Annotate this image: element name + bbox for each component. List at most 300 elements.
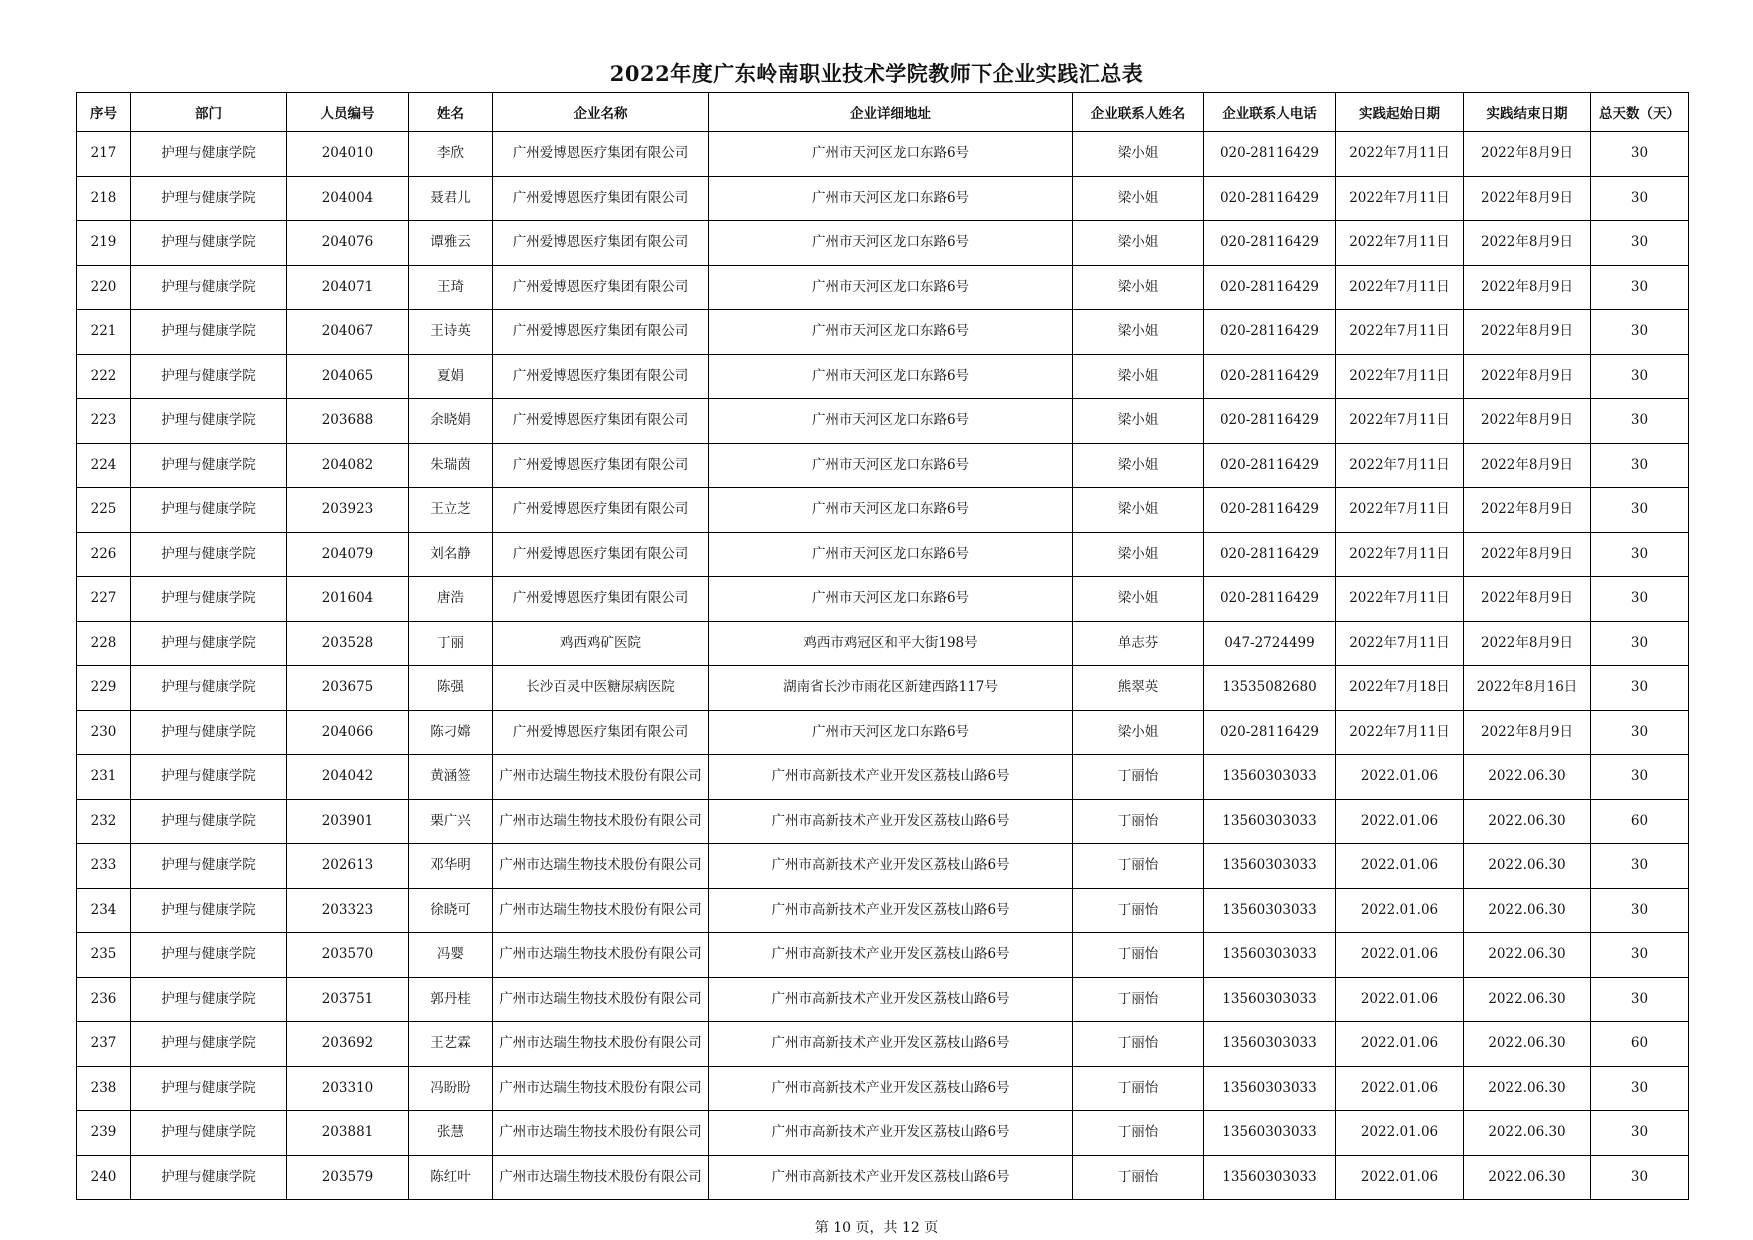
cell-company-name: 广州市达瑞生物技术股份有限公司 xyxy=(493,1155,709,1200)
table-row xyxy=(77,933,1689,978)
cell-start-date: 2022.01.06 xyxy=(1336,888,1464,933)
cell-start-date: 2022年7月18日 xyxy=(1336,666,1464,711)
column-header-contact-phone: 企业联系人电话 xyxy=(1204,93,1336,132)
cell-name: 丁丽 xyxy=(409,621,493,666)
cell-company-name: 广州爱博恩医疗集团有限公司 xyxy=(493,265,709,310)
cell-seq: 219 xyxy=(77,221,131,266)
cell-company-address: 广州市高新技术产业开发区荔枝山路6号 xyxy=(709,1155,1073,1200)
cell-start-date: 2022年7月11日 xyxy=(1336,443,1464,488)
cell-seq: 230 xyxy=(77,710,131,755)
cell-total-days: 30 xyxy=(1591,710,1689,755)
cell-department: 护理与健康学院 xyxy=(131,577,287,622)
cell-start-date: 2022年7月11日 xyxy=(1336,577,1464,622)
cell-seq: 223 xyxy=(77,399,131,444)
cell-company-name: 广州爱博恩医疗集团有限公司 xyxy=(493,310,709,355)
cell-start-date: 2022.01.06 xyxy=(1336,1111,1464,1156)
cell-company-name: 广州市达瑞生物技术股份有限公司 xyxy=(493,844,709,889)
cell-company-name: 广州爱博恩医疗集团有限公司 xyxy=(493,577,709,622)
cell-company-name: 广州爱博恩医疗集团有限公司 xyxy=(493,354,709,399)
cell-company-name: 广州市达瑞生物技术股份有限公司 xyxy=(493,1022,709,1067)
table-row xyxy=(77,221,1689,266)
cell-contact-phone: 020-28116429 xyxy=(1204,221,1336,266)
cell-total-days: 30 xyxy=(1591,176,1689,221)
cell-name: 刘名静 xyxy=(409,532,493,577)
cell-company-name: 鸡西鸡矿医院 xyxy=(493,621,709,666)
cell-company-name: 广州爱博恩医疗集团有限公司 xyxy=(493,710,709,755)
cell-contact-phone: 020-28116429 xyxy=(1204,399,1336,444)
cell-seq: 225 xyxy=(77,488,131,533)
cell-staff-id: 204010 xyxy=(287,132,409,177)
cell-total-days: 30 xyxy=(1591,844,1689,889)
cell-seq: 221 xyxy=(77,310,131,355)
cell-total-days: 60 xyxy=(1591,1022,1689,1067)
cell-department: 护理与健康学院 xyxy=(131,621,287,666)
cell-start-date: 2022年7月11日 xyxy=(1336,399,1464,444)
cell-staff-id: 203570 xyxy=(287,933,409,978)
cell-seq: 226 xyxy=(77,532,131,577)
cell-name: 冯婴 xyxy=(409,933,493,978)
cell-company-name: 广州爱博恩医疗集团有限公司 xyxy=(493,132,709,177)
cell-company-address: 广州市天河区龙口东路6号 xyxy=(709,221,1073,266)
cell-seq: 239 xyxy=(77,1111,131,1156)
column-header-seq: 序号 xyxy=(77,93,131,132)
table-row xyxy=(77,710,1689,755)
table-row xyxy=(77,755,1689,800)
cell-contact-phone: 13560303033 xyxy=(1204,799,1336,844)
cell-company-address: 广州市天河区龙口东路6号 xyxy=(709,132,1073,177)
page-footer: 第 10 页，共 12 页 xyxy=(814,1220,939,1236)
cell-end-date: 2022.06.30 xyxy=(1464,844,1591,889)
cell-company-address: 广州市高新技术产业开发区荔枝山路6号 xyxy=(709,977,1073,1022)
cell-staff-id: 204079 xyxy=(287,532,409,577)
cell-staff-id: 204065 xyxy=(287,354,409,399)
column-header-name: 姓名 xyxy=(409,93,493,132)
cell-name: 聂君儿 xyxy=(409,176,493,221)
table-row xyxy=(77,354,1689,399)
cell-seq: 236 xyxy=(77,977,131,1022)
cell-company-address: 广州市天河区龙口东路6号 xyxy=(709,176,1073,221)
cell-total-days: 30 xyxy=(1591,577,1689,622)
cell-staff-id: 203901 xyxy=(287,799,409,844)
cell-end-date: 2022年8月9日 xyxy=(1464,132,1591,177)
cell-contact-name: 单志芬 xyxy=(1073,621,1204,666)
cell-start-date: 2022.01.06 xyxy=(1336,844,1464,889)
cell-name: 陈强 xyxy=(409,666,493,711)
cell-company-name: 长沙百灵中医糖尿病医院 xyxy=(493,666,709,711)
cell-company-address: 广州市高新技术产业开发区荔枝山路6号 xyxy=(709,799,1073,844)
column-header-company-address: 企业详细地址 xyxy=(709,93,1073,132)
cell-company-address: 广州市高新技术产业开发区荔枝山路6号 xyxy=(709,1066,1073,1111)
cell-company-name: 广州市达瑞生物技术股份有限公司 xyxy=(493,799,709,844)
cell-department: 护理与健康学院 xyxy=(131,176,287,221)
cell-seq: 232 xyxy=(77,799,131,844)
cell-company-name: 广州爱博恩医疗集团有限公司 xyxy=(493,488,709,533)
cell-start-date: 2022.01.06 xyxy=(1336,977,1464,1022)
cell-contact-name: 熊翠英 xyxy=(1073,666,1204,711)
cell-contact-name: 梁小姐 xyxy=(1073,399,1204,444)
cell-contact-phone: 13560303033 xyxy=(1204,755,1336,800)
cell-staff-id: 203579 xyxy=(287,1155,409,1200)
cell-staff-id: 203692 xyxy=(287,1022,409,1067)
cell-seq: 229 xyxy=(77,666,131,711)
cell-department: 护理与健康学院 xyxy=(131,1022,287,1067)
cell-total-days: 30 xyxy=(1591,666,1689,711)
cell-contact-phone: 020-28116429 xyxy=(1204,176,1336,221)
cell-department: 护理与健康学院 xyxy=(131,132,287,177)
cell-company-name: 广州市达瑞生物技术股份有限公司 xyxy=(493,755,709,800)
cell-department: 护理与健康学院 xyxy=(131,265,287,310)
cell-contact-phone: 020-28116429 xyxy=(1204,710,1336,755)
cell-total-days: 30 xyxy=(1591,488,1689,533)
cell-company-name: 广州爱博恩医疗集团有限公司 xyxy=(493,532,709,577)
column-header-contact-name: 企业联系人姓名 xyxy=(1073,93,1204,132)
cell-contact-name: 丁丽怡 xyxy=(1073,844,1204,889)
cell-start-date: 2022年7月11日 xyxy=(1336,621,1464,666)
cell-company-address: 广州市高新技术产业开发区荔枝山路6号 xyxy=(709,755,1073,800)
cell-total-days: 60 xyxy=(1591,799,1689,844)
cell-name: 陈红叶 xyxy=(409,1155,493,1200)
cell-start-date: 2022年7月11日 xyxy=(1336,310,1464,355)
cell-seq: 233 xyxy=(77,844,131,889)
cell-company-address: 广州市高新技术产业开发区荔枝山路6号 xyxy=(709,933,1073,978)
cell-department: 护理与健康学院 xyxy=(131,221,287,266)
cell-start-date: 2022年7月11日 xyxy=(1336,354,1464,399)
cell-end-date: 2022.06.30 xyxy=(1464,1066,1591,1111)
cell-name: 陈刁嫦 xyxy=(409,710,493,755)
table-row xyxy=(77,977,1689,1022)
cell-contact-name: 梁小姐 xyxy=(1073,132,1204,177)
table-row xyxy=(77,443,1689,488)
cell-department: 护理与健康学院 xyxy=(131,443,287,488)
cell-end-date: 2022年8月16日 xyxy=(1464,666,1591,711)
table-row xyxy=(77,176,1689,221)
cell-company-name: 广州爱博恩医疗集团有限公司 xyxy=(493,443,709,488)
cell-total-days: 30 xyxy=(1591,221,1689,266)
cell-name: 王诗英 xyxy=(409,310,493,355)
table-body xyxy=(77,132,1689,1200)
cell-contact-name: 梁小姐 xyxy=(1073,354,1204,399)
page-title: 2022年度广东岭南职业技术学院教师下企业实践汇总表 xyxy=(609,61,1144,86)
cell-end-date: 2022年8月9日 xyxy=(1464,310,1591,355)
cell-total-days: 30 xyxy=(1591,532,1689,577)
cell-start-date: 2022年7月11日 xyxy=(1336,265,1464,310)
cell-contact-phone: 13560303033 xyxy=(1204,1111,1336,1156)
cell-seq: 237 xyxy=(77,1022,131,1067)
table-row xyxy=(77,621,1689,666)
cell-end-date: 2022年8月9日 xyxy=(1464,710,1591,755)
cell-end-date: 2022年8月9日 xyxy=(1464,443,1591,488)
cell-company-name: 广州市达瑞生物技术股份有限公司 xyxy=(493,1066,709,1111)
cell-company-address: 广州市高新技术产业开发区荔枝山路6号 xyxy=(709,1022,1073,1067)
cell-company-address: 广州市天河区龙口东路6号 xyxy=(709,265,1073,310)
practice-summary-table xyxy=(76,92,1689,1200)
cell-start-date: 2022年7月11日 xyxy=(1336,176,1464,221)
cell-department: 护理与健康学院 xyxy=(131,977,287,1022)
cell-total-days: 30 xyxy=(1591,310,1689,355)
cell-name: 王琦 xyxy=(409,265,493,310)
column-header-department: 部门 xyxy=(131,93,287,132)
column-header-start-date: 实践起始日期 xyxy=(1336,93,1464,132)
cell-staff-id: 203323 xyxy=(287,888,409,933)
cell-contact-name: 梁小姐 xyxy=(1073,310,1204,355)
cell-staff-id: 203528 xyxy=(287,621,409,666)
cell-staff-id: 203310 xyxy=(287,1066,409,1111)
cell-name: 夏娟 xyxy=(409,354,493,399)
cell-company-address: 广州市天河区龙口东路6号 xyxy=(709,354,1073,399)
cell-department: 护理与健康学院 xyxy=(131,1155,287,1200)
cell-company-address: 广州市天河区龙口东路6号 xyxy=(709,399,1073,444)
cell-staff-id: 204071 xyxy=(287,265,409,310)
cell-end-date: 2022.06.30 xyxy=(1464,977,1591,1022)
cell-staff-id: 204042 xyxy=(287,755,409,800)
cell-contact-name: 丁丽怡 xyxy=(1073,1155,1204,1200)
cell-total-days: 30 xyxy=(1591,399,1689,444)
cell-contact-name: 丁丽怡 xyxy=(1073,1022,1204,1067)
cell-seq: 235 xyxy=(77,933,131,978)
cell-name: 谭雅云 xyxy=(409,221,493,266)
cell-end-date: 2022.06.30 xyxy=(1464,1111,1591,1156)
cell-seq: 228 xyxy=(77,621,131,666)
cell-staff-id: 201604 xyxy=(287,577,409,622)
cell-name: 余晓娟 xyxy=(409,399,493,444)
cell-contact-phone: 020-28116429 xyxy=(1204,443,1336,488)
cell-end-date: 2022年8月9日 xyxy=(1464,221,1591,266)
cell-contact-name: 梁小姐 xyxy=(1073,265,1204,310)
cell-start-date: 2022.01.06 xyxy=(1336,933,1464,978)
cell-department: 护理与健康学院 xyxy=(131,488,287,533)
cell-total-days: 30 xyxy=(1591,443,1689,488)
cell-company-address: 广州市天河区龙口东路6号 xyxy=(709,488,1073,533)
cell-contact-name: 丁丽怡 xyxy=(1073,755,1204,800)
cell-name: 张慧 xyxy=(409,1111,493,1156)
cell-start-date: 2022年7月11日 xyxy=(1336,710,1464,755)
cell-contact-phone: 13560303033 xyxy=(1204,888,1336,933)
cell-department: 护理与健康学院 xyxy=(131,755,287,800)
cell-contact-phone: 020-28116429 xyxy=(1204,354,1336,399)
table-row xyxy=(77,532,1689,577)
cell-company-address: 鸡西市鸡冠区和平大街198号 xyxy=(709,621,1073,666)
cell-end-date: 2022年8月9日 xyxy=(1464,176,1591,221)
cell-contact-phone: 020-28116429 xyxy=(1204,310,1336,355)
cell-start-date: 2022年7月11日 xyxy=(1336,221,1464,266)
cell-staff-id: 204067 xyxy=(287,310,409,355)
cell-company-name: 广州市达瑞生物技术股份有限公司 xyxy=(493,933,709,978)
cell-contact-phone: 020-28116429 xyxy=(1204,577,1336,622)
cell-contact-name: 丁丽怡 xyxy=(1073,933,1204,978)
cell-name: 唐浩 xyxy=(409,577,493,622)
cell-total-days: 30 xyxy=(1591,1155,1689,1200)
cell-department: 护理与健康学院 xyxy=(131,666,287,711)
cell-seq: 238 xyxy=(77,1066,131,1111)
table-row xyxy=(77,666,1689,711)
cell-name: 黄涵签 xyxy=(409,755,493,800)
cell-contact-name: 丁丽怡 xyxy=(1073,1066,1204,1111)
cell-company-name: 广州爱博恩医疗集团有限公司 xyxy=(493,176,709,221)
cell-staff-id: 204076 xyxy=(287,221,409,266)
cell-contact-phone: 047-2724499 xyxy=(1204,621,1336,666)
cell-end-date: 2022.06.30 xyxy=(1464,755,1591,800)
cell-staff-id: 204082 xyxy=(287,443,409,488)
cell-contact-name: 丁丽怡 xyxy=(1073,799,1204,844)
table-row xyxy=(77,132,1689,177)
cell-contact-phone: 020-28116429 xyxy=(1204,532,1336,577)
cell-contact-name: 梁小姐 xyxy=(1073,176,1204,221)
cell-company-address: 广州市天河区龙口东路6号 xyxy=(709,532,1073,577)
cell-end-date: 2022.06.30 xyxy=(1464,799,1591,844)
cell-seq: 220 xyxy=(77,265,131,310)
cell-end-date: 2022年8月9日 xyxy=(1464,265,1591,310)
cell-name: 栗广兴 xyxy=(409,799,493,844)
cell-department: 护理与健康学院 xyxy=(131,844,287,889)
cell-name: 朱瑞茵 xyxy=(409,443,493,488)
cell-department: 护理与健康学院 xyxy=(131,399,287,444)
table-row xyxy=(77,488,1689,533)
cell-contact-name: 丁丽怡 xyxy=(1073,1111,1204,1156)
cell-seq: 222 xyxy=(77,354,131,399)
cell-department: 护理与健康学院 xyxy=(131,799,287,844)
cell-total-days: 30 xyxy=(1591,1111,1689,1156)
cell-total-days: 30 xyxy=(1591,977,1689,1022)
cell-seq: 224 xyxy=(77,443,131,488)
cell-contact-name: 丁丽怡 xyxy=(1073,888,1204,933)
cell-end-date: 2022年8月9日 xyxy=(1464,399,1591,444)
table-row xyxy=(77,1111,1689,1156)
cell-contact-name: 梁小姐 xyxy=(1073,710,1204,755)
cell-seq: 218 xyxy=(77,176,131,221)
cell-total-days: 30 xyxy=(1591,1066,1689,1111)
cell-staff-id: 204066 xyxy=(287,710,409,755)
cell-name: 徐晓可 xyxy=(409,888,493,933)
cell-contact-phone: 13560303033 xyxy=(1204,933,1336,978)
cell-contact-phone: 13560303033 xyxy=(1204,1022,1336,1067)
cell-staff-id: 203923 xyxy=(287,488,409,533)
cell-end-date: 2022.06.30 xyxy=(1464,888,1591,933)
cell-start-date: 2022.01.06 xyxy=(1336,1155,1464,1200)
cell-start-date: 2022.01.06 xyxy=(1336,1022,1464,1067)
cell-contact-name: 梁小姐 xyxy=(1073,221,1204,266)
cell-end-date: 2022年8月9日 xyxy=(1464,354,1591,399)
cell-company-name: 广州爱博恩医疗集团有限公司 xyxy=(493,399,709,444)
cell-company-address: 广州市高新技术产业开发区荔枝山路6号 xyxy=(709,888,1073,933)
cell-contact-name: 梁小姐 xyxy=(1073,532,1204,577)
table-row xyxy=(77,844,1689,889)
cell-total-days: 30 xyxy=(1591,265,1689,310)
cell-department: 护理与健康学院 xyxy=(131,532,287,577)
cell-staff-id: 203881 xyxy=(287,1111,409,1156)
column-header-company-name: 企业名称 xyxy=(493,93,709,132)
cell-name: 王艺霖 xyxy=(409,1022,493,1067)
cell-company-address: 广州市高新技术产业开发区荔枝山路6号 xyxy=(709,1111,1073,1156)
cell-end-date: 2022年8月9日 xyxy=(1464,621,1591,666)
cell-seq: 240 xyxy=(77,1155,131,1200)
cell-total-days: 30 xyxy=(1591,621,1689,666)
table-row xyxy=(77,577,1689,622)
cell-company-name: 广州市达瑞生物技术股份有限公司 xyxy=(493,1111,709,1156)
cell-seq: 231 xyxy=(77,755,131,800)
table-header-row xyxy=(77,93,1689,132)
table-row xyxy=(77,799,1689,844)
cell-contact-phone: 13560303033 xyxy=(1204,1066,1336,1111)
cell-total-days: 30 xyxy=(1591,354,1689,399)
cell-contact-phone: 020-28116429 xyxy=(1204,265,1336,310)
cell-name: 郭丹桂 xyxy=(409,977,493,1022)
cell-company-address: 广州市天河区龙口东路6号 xyxy=(709,577,1073,622)
cell-department: 护理与健康学院 xyxy=(131,310,287,355)
cell-seq: 234 xyxy=(77,888,131,933)
cell-end-date: 2022年8月9日 xyxy=(1464,488,1591,533)
cell-contact-phone: 13560303033 xyxy=(1204,844,1336,889)
cell-start-date: 2022年7月11日 xyxy=(1336,532,1464,577)
table-row xyxy=(77,1155,1689,1200)
column-header-end-date: 实践结束日期 xyxy=(1464,93,1591,132)
cell-staff-id: 203751 xyxy=(287,977,409,1022)
cell-contact-name: 丁丽怡 xyxy=(1073,977,1204,1022)
cell-company-address: 湖南省长沙市雨花区新建西路117号 xyxy=(709,666,1073,711)
cell-staff-id: 204004 xyxy=(287,176,409,221)
cell-total-days: 30 xyxy=(1591,132,1689,177)
cell-department: 护理与健康学院 xyxy=(131,1111,287,1156)
cell-department: 护理与健康学院 xyxy=(131,933,287,978)
cell-end-date: 2022年8月9日 xyxy=(1464,577,1591,622)
cell-total-days: 30 xyxy=(1591,755,1689,800)
cell-end-date: 2022.06.30 xyxy=(1464,1022,1591,1067)
cell-contact-name: 梁小姐 xyxy=(1073,488,1204,533)
table-row xyxy=(77,888,1689,933)
cell-company-address: 广州市天河区龙口东路6号 xyxy=(709,710,1073,755)
cell-company-name: 广州市达瑞生物技术股份有限公司 xyxy=(493,977,709,1022)
cell-name: 李欣 xyxy=(409,132,493,177)
cell-start-date: 2022.01.06 xyxy=(1336,799,1464,844)
cell-department: 护理与健康学院 xyxy=(131,1066,287,1111)
cell-staff-id: 203675 xyxy=(287,666,409,711)
table-row xyxy=(77,1066,1689,1111)
table-row xyxy=(77,1022,1689,1067)
cell-end-date: 2022.06.30 xyxy=(1464,1155,1591,1200)
cell-start-date: 2022.01.06 xyxy=(1336,755,1464,800)
cell-contact-phone: 13560303033 xyxy=(1204,977,1336,1022)
cell-end-date: 2022年8月9日 xyxy=(1464,532,1591,577)
table-row xyxy=(77,310,1689,355)
cell-total-days: 30 xyxy=(1591,933,1689,978)
cell-name: 王立芝 xyxy=(409,488,493,533)
cell-contact-phone: 020-28116429 xyxy=(1204,488,1336,533)
cell-name: 冯盼盼 xyxy=(409,1066,493,1111)
cell-seq: 217 xyxy=(77,132,131,177)
cell-name: 邓华明 xyxy=(409,844,493,889)
cell-contact-phone: 13560303033 xyxy=(1204,1155,1336,1200)
cell-seq: 227 xyxy=(77,577,131,622)
cell-contact-phone: 020-28116429 xyxy=(1204,132,1336,177)
cell-company-address: 广州市高新技术产业开发区荔枝山路6号 xyxy=(709,844,1073,889)
table-row xyxy=(77,399,1689,444)
cell-start-date: 2022.01.06 xyxy=(1336,1066,1464,1111)
cell-department: 护理与健康学院 xyxy=(131,710,287,755)
cell-company-address: 广州市天河区龙口东路6号 xyxy=(709,310,1073,355)
table-row xyxy=(77,265,1689,310)
cell-end-date: 2022.06.30 xyxy=(1464,933,1591,978)
cell-start-date: 2022年7月11日 xyxy=(1336,132,1464,177)
cell-total-days: 30 xyxy=(1591,888,1689,933)
cell-company-name: 广州市达瑞生物技术股份有限公司 xyxy=(493,888,709,933)
cell-start-date: 2022年7月11日 xyxy=(1336,488,1464,533)
cell-department: 护理与健康学院 xyxy=(131,888,287,933)
cell-contact-phone: 13535082680 xyxy=(1204,666,1336,711)
cell-department: 护理与健康学院 xyxy=(131,354,287,399)
column-header-staff-id: 人员编号 xyxy=(287,93,409,132)
cell-contact-name: 梁小姐 xyxy=(1073,443,1204,488)
cell-staff-id: 202613 xyxy=(287,844,409,889)
cell-contact-name: 梁小姐 xyxy=(1073,577,1204,622)
